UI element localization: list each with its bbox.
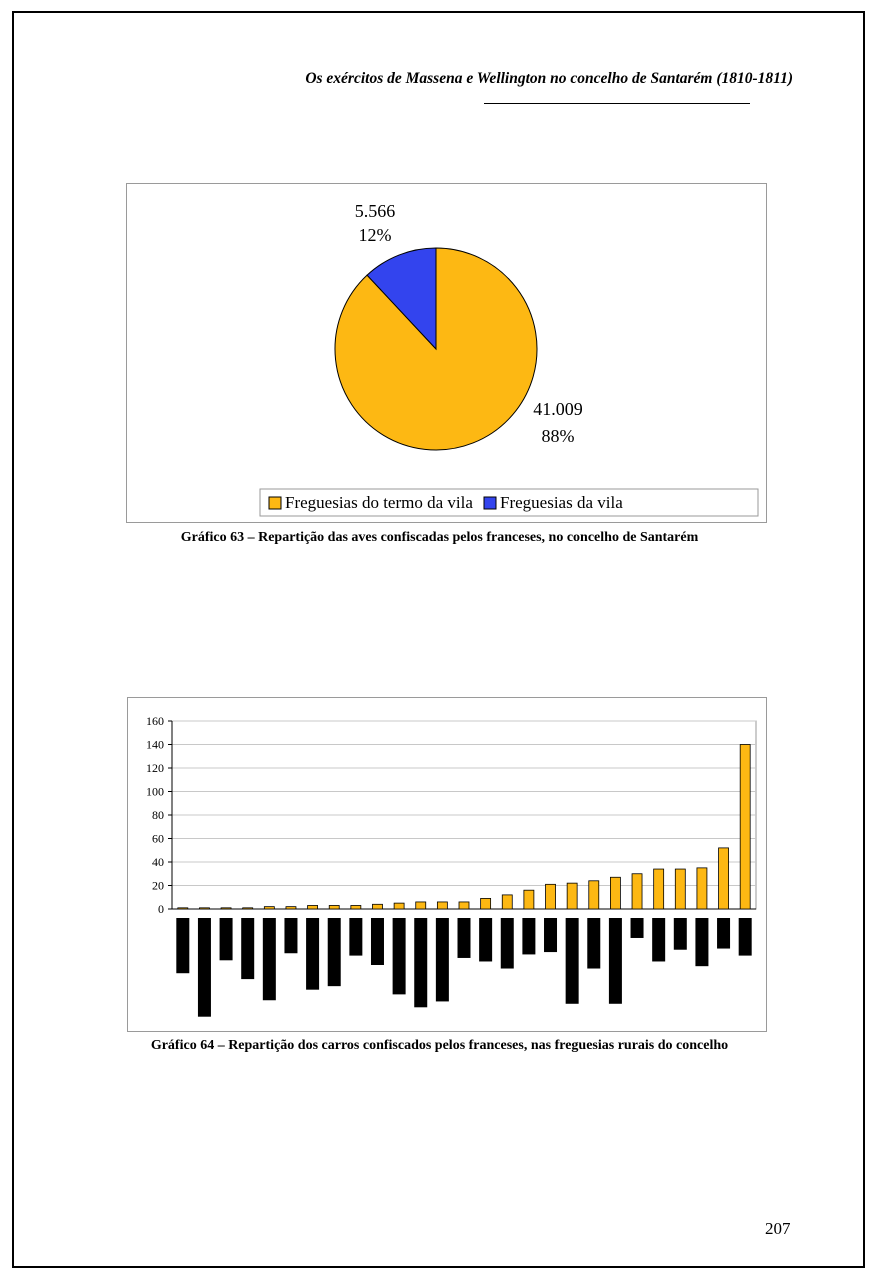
pie-legend bbox=[260, 489, 758, 516]
bar-black bbox=[414, 918, 427, 1007]
bar-black bbox=[349, 918, 362, 956]
bar-gold bbox=[589, 881, 599, 909]
bar-black bbox=[695, 918, 708, 966]
bar-gold bbox=[199, 908, 209, 909]
bar-black bbox=[717, 918, 730, 949]
bar-black bbox=[479, 918, 492, 961]
bar-black bbox=[436, 918, 449, 1001]
page-number: 207 bbox=[765, 1219, 791, 1238]
bar-gold bbox=[178, 908, 188, 909]
y-tick-label: 80 bbox=[152, 808, 164, 822]
bar-gold bbox=[524, 890, 534, 909]
bar-gold bbox=[740, 745, 750, 910]
bar-black bbox=[458, 918, 471, 958]
bar-gold bbox=[394, 903, 404, 909]
y-tick-label: 40 bbox=[152, 855, 164, 869]
y-tick-label: 100 bbox=[146, 784, 164, 799]
bar-gold bbox=[243, 908, 253, 909]
bar-gold bbox=[459, 902, 469, 909]
y-tick-label: 60 bbox=[152, 831, 164, 846]
bar-gold bbox=[416, 902, 426, 909]
legend-swatch-vila bbox=[484, 497, 496, 509]
figure-64-caption: Gráfico 64 – Repartição dos carros confiscados pelos franceses, nas freguesias rurais do concelho bbox=[150, 1038, 729, 1053]
bar-grid bbox=[172, 721, 756, 909]
bar-black bbox=[652, 918, 665, 961]
pie-label-group-blue bbox=[355, 201, 396, 245]
bar-black bbox=[566, 918, 579, 1004]
bar-gold bbox=[567, 883, 577, 909]
legend-swatch-termo bbox=[269, 497, 281, 509]
bar-black bbox=[522, 918, 535, 954]
running-title: Os exércitos de Massena e Wellington no concelho de Santarém (1810-1811) bbox=[305, 70, 793, 87]
pie-slices bbox=[335, 248, 537, 450]
bar-black bbox=[263, 918, 276, 1000]
pie-percent-label-vila: 12% bbox=[358, 225, 392, 245]
bar-black bbox=[609, 918, 622, 1004]
y-tick-label: 140 bbox=[146, 737, 164, 752]
bar-gold bbox=[481, 898, 491, 909]
bar-gold bbox=[654, 869, 664, 909]
bar-black bbox=[674, 918, 687, 950]
bar-gold bbox=[697, 868, 707, 909]
bar-black bbox=[739, 918, 752, 956]
pie-value-label-termo: 41.009 bbox=[533, 399, 583, 419]
header-rule bbox=[484, 103, 750, 104]
y-tick-label: 0 bbox=[158, 902, 164, 916]
bar-gold bbox=[372, 904, 382, 909]
figure-63-caption: Gráfico 63 – Repartição das aves confiscadas pelos franceses, no concelho de Santarém bbox=[180, 530, 699, 545]
bar-gold bbox=[286, 907, 296, 909]
bar-black bbox=[284, 918, 297, 953]
bar-gold bbox=[675, 869, 685, 909]
bar-black bbox=[501, 918, 514, 969]
bar-gold bbox=[264, 907, 274, 909]
bar-gold bbox=[329, 905, 339, 909]
bar-black bbox=[328, 918, 341, 986]
bar-gold bbox=[502, 895, 512, 909]
bar-gold bbox=[719, 848, 729, 909]
pie-chart-frame bbox=[126, 183, 767, 523]
bar-black bbox=[198, 918, 211, 1017]
bar-black bbox=[371, 918, 384, 965]
y-tick-label: 20 bbox=[152, 878, 164, 893]
bar-chart bbox=[128, 698, 766, 1031]
bar-black bbox=[220, 918, 233, 960]
bar-black bbox=[544, 918, 557, 952]
legend-label-vila: Freguesias da vila bbox=[500, 493, 623, 512]
bar-black bbox=[393, 918, 406, 994]
bar-y-ticks bbox=[146, 714, 172, 916]
bar-black bbox=[587, 918, 600, 969]
bar-gold bbox=[351, 905, 361, 909]
bar-gold bbox=[632, 874, 642, 909]
bar-black bbox=[241, 918, 254, 979]
pie-label-group-gold bbox=[533, 399, 583, 446]
y-tick-label: 160 bbox=[146, 714, 164, 728]
pie-value-label-vila: 5.566 bbox=[354, 201, 396, 221]
bar-black bbox=[306, 918, 319, 990]
bar-gold bbox=[610, 877, 620, 909]
bar-gold bbox=[308, 905, 318, 909]
pie-chart bbox=[127, 184, 766, 522]
legend-label-termo: Freguesias do termo da vila bbox=[285, 493, 473, 512]
y-tick-label: 120 bbox=[146, 761, 164, 775]
bar-gold bbox=[437, 902, 447, 909]
bar-gold bbox=[221, 908, 231, 909]
bar-chart-frame bbox=[127, 697, 767, 1032]
bar-series bbox=[176, 745, 751, 1017]
bar-black bbox=[631, 918, 644, 938]
bar-gold bbox=[546, 884, 556, 909]
bar-black bbox=[176, 918, 189, 973]
pie-percent-label-termo: 88% bbox=[541, 426, 575, 446]
